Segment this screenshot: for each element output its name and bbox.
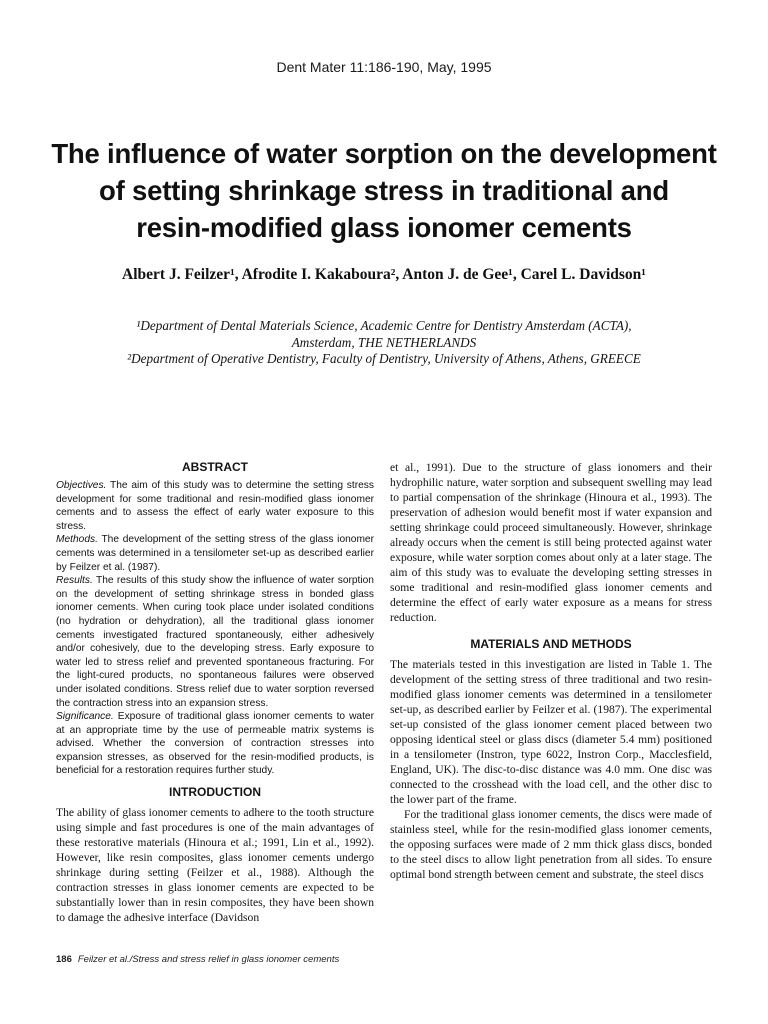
affiliations [40,318,728,368]
methods-label: Methods. [56,534,98,546]
page-footer [56,954,339,965]
materials-methods-heading: MATERIALS AND METHODS [470,637,632,651]
right-column [390,460,712,882]
materials-methods-paragraph: For the traditional glass ionomer cements, the discs were made of stainless steel, while for the resin-modified glass ionomer cements, the opposing surfaces were made of 2 mm thick glass discs, bonded to the steel discs to allow light penetration from all sides. To ensure optimal bond strength between cement and substrate, the steel discs [390,808,712,881]
abstract-objectives [56,479,374,533]
introduction-paragraph: The ability of glass ionomer cements to adhere to the tooth structure using simple and fast procedures is one of the main advantages of these restorative materials (Hinoura et al.; 1991, Lin et al., 1992). However, like resin composites, glass ionomer cements undergo shrinkage during setting (Feilzer et al., 1988). Although the contraction stresses in glass ionomer cements are expected to be substantially lower than in resin composites, they have been shown to damage the adhesive interface (Davidson [56,806,374,925]
title-line: resin-modified glass ionomer cements [136,212,632,243]
materials-methods-paragraph: The materials tested in this investigation are listed in Table 1. The development of the setting stress of three traditional and two resin-modified glass ionomer cements was determined in a tensilometer set-up, as described earlier by Feilzer et al. (1987). The experimental set-up consisted of the glass ionomer cement placed between two opposing identical steel or glass discs (diameter 5.4 mm) positioned in a tensilometer (Instron, type 6022, Instron Corp., Macclesfield, England, UK). The disc-to-disc distance was 4.0 mm. One disc was connected to the crosshead with the load cell, and the other disc to the lower part of the frame. [390,658,712,806]
author-list: Albert J. Feilzer¹, Afrodite I. Kakaboura², Anton J. de Gee¹, Carel L. Davidson¹ [122,266,646,283]
title-line: The influence of water sorption on the development [51,138,717,169]
affiliation-line: ²Department of Operative Dentistry, Faculty of Dentistry, University of Athens, Athens, GREECE [127,351,641,366]
introduction-section [56,785,374,925]
objectives-text: The aim of this study was to determine the setting stress development for some traditional and resin-modified glass ionomer cements and to assess the effect of early water exposure to this stress. [56,480,374,532]
abstract-heading: ABSTRACT [182,460,248,474]
running-title: Feilzer et al./Stress and stress relief in glass ionomer cements [77,954,340,965]
affiliation-line: Amsterdam, THE NETHERLANDS [291,334,477,350]
results-text: The results of this study show the influence of water sorption on the development of setting shrinkage stress in bonded glass ionomer cements. When curing took place under isolated conditions (no hydration or dehydration), all the traditional glass ionomer cements investigated fractured spontaneously, either adhesively and/or cohesively, due to the developing stress. Early exposure to water led to stress relief and prevented spontaneous fracturing. For the light-cured products, no spontaneous failures were observed under isolated conditions. Stress relief due to water sorption reversed the contraction stress into an expansion stress. [56,575,374,709]
journal-reference: Dent Mater 11:186-190, May, 1995 [276,59,492,75]
results-label: Results. [56,575,93,587]
abstract-methods [56,533,374,574]
significance-label: Significance. [56,711,114,723]
title-line: of setting shrinkage stress in traditional and [99,175,669,206]
introduction-heading: INTRODUCTION [169,785,261,800]
affiliation-line: ¹Department of Dental Materials Science, Academic Centre for Dentistry Amsterdam (ACTA), [136,318,632,333]
article-title [40,135,728,246]
abstract-section [56,460,374,778]
methods-text: The development of the setting stress of the glass ionomer cements was determined in a tensilometer set-up as described earlier by Feilzer et al. (1987). [56,534,374,573]
objectives-label: Objectives. [56,480,107,491]
page-number: 186 [56,954,72,965]
introduction-continuation: et al., 1991). Due to the structure of glass ionomers and their hydrophilic nature, water sorption and subsequent swelling may lead to partial compensation of the shrinkage (Hinoura et al., 1993). The preservation of adhesion would benefit most if water expansion and setting shrinkage could proceed simultaneously. However, shrinkage already occurs when the cement is still being protected against water exposure, while water sorption comes about only at a later stage. The aim of this study was to evaluate the developing setting stresses in some traditional and resin-modified glass ionomer cements and determine the effect of early water exposure as a means for stress reduction. [390,461,712,624]
abstract-significance [56,710,374,778]
abstract-results [56,574,374,710]
left-column [56,460,374,925]
significance-text: Exposure of traditional glass ionomer cements to water at an appropriate time by the use of permeable matrix systems is advised. Whether the conversion of contraction stresses into expansion stresses, as observed for the resin-modified products, is beneficial for a restoration requires further study. [56,711,374,777]
